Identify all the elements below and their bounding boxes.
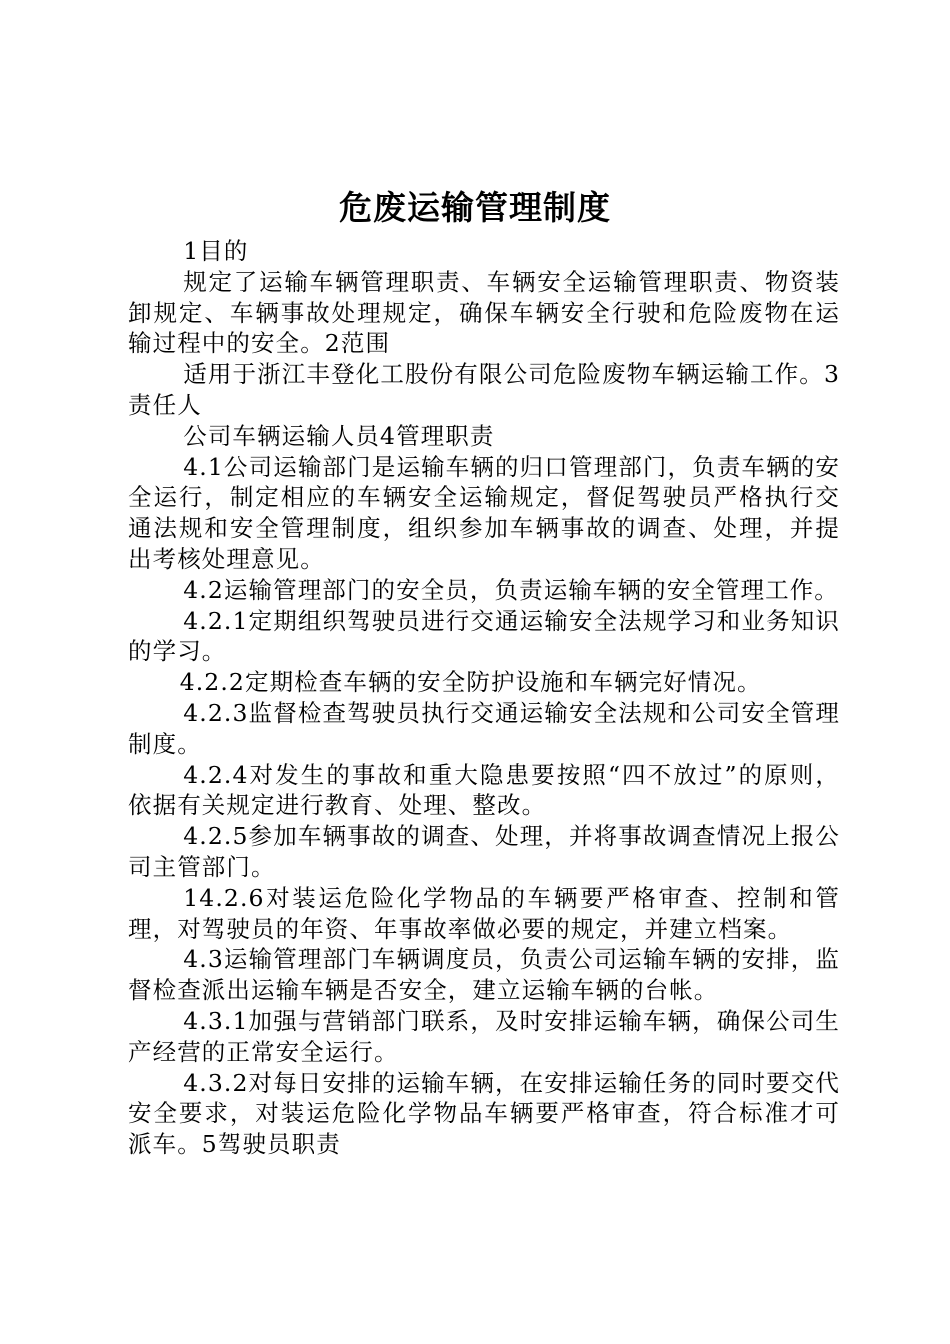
paragraph-4-2-4: 4.2.4对发生的事故和重大隐患要按照“四不放过”的原则，依据有关规定进行教育、处理、整改。 [128,760,840,820]
paragraph-responsible: 公司车辆运输人员4管理职责 [183,421,495,450]
paragraph-4-2: 4.2运输管理部门的安全员，负责运输车辆的安全管理工作。 [183,575,839,604]
paragraph-4-2-5: 4.2.5参加车辆事故的调查、处理，并将事故调查情况上报公司主管部门。 [128,822,840,881]
paragraph-4-3-2: 4.3.2对每日安排的运输车辆，在安排运输任务的同时要交代安全要求，对装运危险化学物品车辆要严格审查，符合标准才可派车。5驾驶员职责 [128,1068,840,1159]
paragraph-purpose-heading: 1目的 [183,237,249,265]
paragraph-4-2-2: 4.2.2定期检查车辆的安全防护设施和车辆完好情况。 [179,668,762,697]
paragraph-4-3: 4.3运输管理部门车辆调度员，负责公司运输车辆的安排，监督检查派出运输车辆是否安全，建立运输车辆的台帐。 [128,945,840,1005]
paragraph-4-2-1: 4.2.1定期组织驾驶员进行交通运输安全法规学习和业务知识的学习。 [128,606,840,666]
document-body [128,236,840,1160]
paragraph-4-2-3: 4.2.3监督检查驾驶员执行交通运输安全法规和公司安全管理制度。 [128,698,840,758]
paragraph-scope: 适用于浙江丰登化工股份有限公司危险废物车辆运输工作。3责任人 [128,360,840,419]
paragraph-4-2-6: 14.2.6对装运危险化学物品的车辆要严格审查、控制和管理，对驾驶员的年资、年事故率做必要的规定，并建立档案。 [128,883,840,943]
document-title: 危废运输管理制度 [339,188,611,227]
paragraph-4-1: 4.1公司运输部门是运输车辆的归口管理部门，负责车辆的安全运行，制定相应的车辆安全运输规定，督促驾驶员严格执行交通法规和安全管理制度，组织参加车辆事故的调查、处理，并提出考核处理意见。 [128,452,840,573]
paragraph-4-3-1: 4.3.1加强与营销部门联系，及时安排运输车辆，确保公司生产经营的正常安全运行。 [128,1006,840,1066]
paragraph-purpose: 规定了运输车辆管理职责、车辆安全运输管理职责、物资装卸规定、车辆事故处理规定，确保车辆安全行驶和危险废物在运输过程中的安全。2范围 [128,267,840,358]
